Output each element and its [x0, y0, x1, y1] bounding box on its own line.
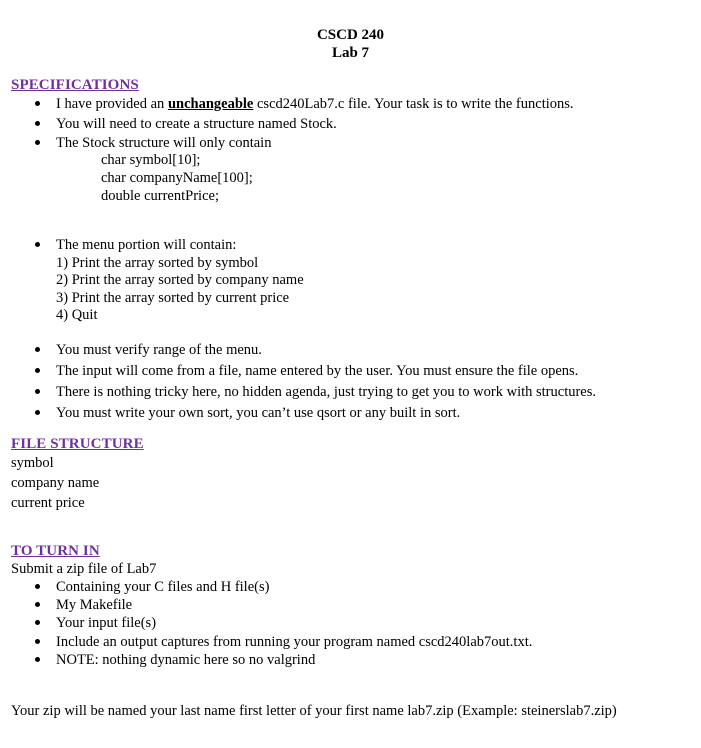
bullet-icon — [35, 602, 40, 607]
struct-field: char companyName[100]; — [101, 170, 253, 186]
turn-in-item: Your input file(s) — [56, 615, 157, 631]
turn-in-intro: Submit a zip file of Lab7 — [11, 561, 157, 577]
bullet-icon — [35, 121, 40, 126]
lab-title: Lab 7 — [331, 45, 370, 61]
spec-bullet-6: The input will come from a file, name entered by the user. You must ensure the file opens. — [56, 363, 579, 379]
turn-in-item: Containing your C files and H file(s) — [56, 579, 270, 595]
course-title: CSCD 240 — [316, 27, 385, 43]
turn-in-heading: TO TURN IN — [11, 543, 100, 559]
turn-in-item: My Makefile — [56, 597, 133, 613]
bullet-icon — [35, 140, 40, 145]
bullet-icon — [35, 389, 40, 394]
spec-bullet-5: You must verify range of the menu. — [56, 342, 262, 358]
bullet-icon — [35, 657, 40, 662]
turn-in-item: NOTE: nothing dynamic here so no valgrind — [56, 652, 316, 668]
bullet-icon — [35, 242, 40, 247]
spec-bullet-4: The menu portion will contain: — [56, 237, 237, 253]
file-structure-line: current price — [11, 495, 85, 511]
bullet-icon — [35, 368, 40, 373]
menu-option: 2) Print the array sorted by company name — [56, 272, 304, 288]
bullet-icon — [35, 584, 40, 589]
bullet-icon — [35, 639, 40, 644]
menu-option: 3) Print the array sorted by current price — [56, 290, 290, 306]
zip-naming-note: Your zip will be named your last name first letter of your first name lab7.zip (Example: steinerslab7.zip) — [11, 703, 617, 719]
spec-bullet-2: You will need to create a structure named Stock. — [56, 116, 337, 132]
unchangeable-emphasis: unchangeable — [167, 96, 254, 112]
bullet-icon — [35, 620, 40, 625]
file-structure-heading: FILE STRUCTURE — [11, 436, 144, 452]
file-structure-line: company name — [11, 475, 100, 491]
menu-option: 4) Quit — [56, 307, 98, 323]
spec-bullet-3: The Stock structure will only contain — [56, 135, 272, 151]
struct-field: char symbol[10]; — [101, 152, 201, 168]
struct-field: double currentPrice; — [101, 188, 219, 204]
turn-in-item: Include an output captures from running your program named cscd240lab7out.txt. — [56, 634, 533, 650]
spec-bullet-1: I have provided an unchangeable cscd240Lab7.c file. Your task is to write the functions. — [56, 96, 574, 112]
spec-bullet-7: There is nothing tricky here, no hidden agenda, just trying to get you to work with structures. — [56, 384, 597, 400]
bullet-icon — [35, 410, 40, 415]
specifications-heading: SPECIFICATIONS — [11, 77, 139, 93]
bullet-icon — [35, 101, 40, 106]
menu-option: 1) Print the array sorted by symbol — [56, 255, 259, 271]
bullet-icon — [35, 347, 40, 352]
spec-bullet-8: You must write your own sort, you can’t use qsort or any built in sort. — [56, 405, 461, 421]
file-structure-line: symbol — [11, 455, 54, 471]
